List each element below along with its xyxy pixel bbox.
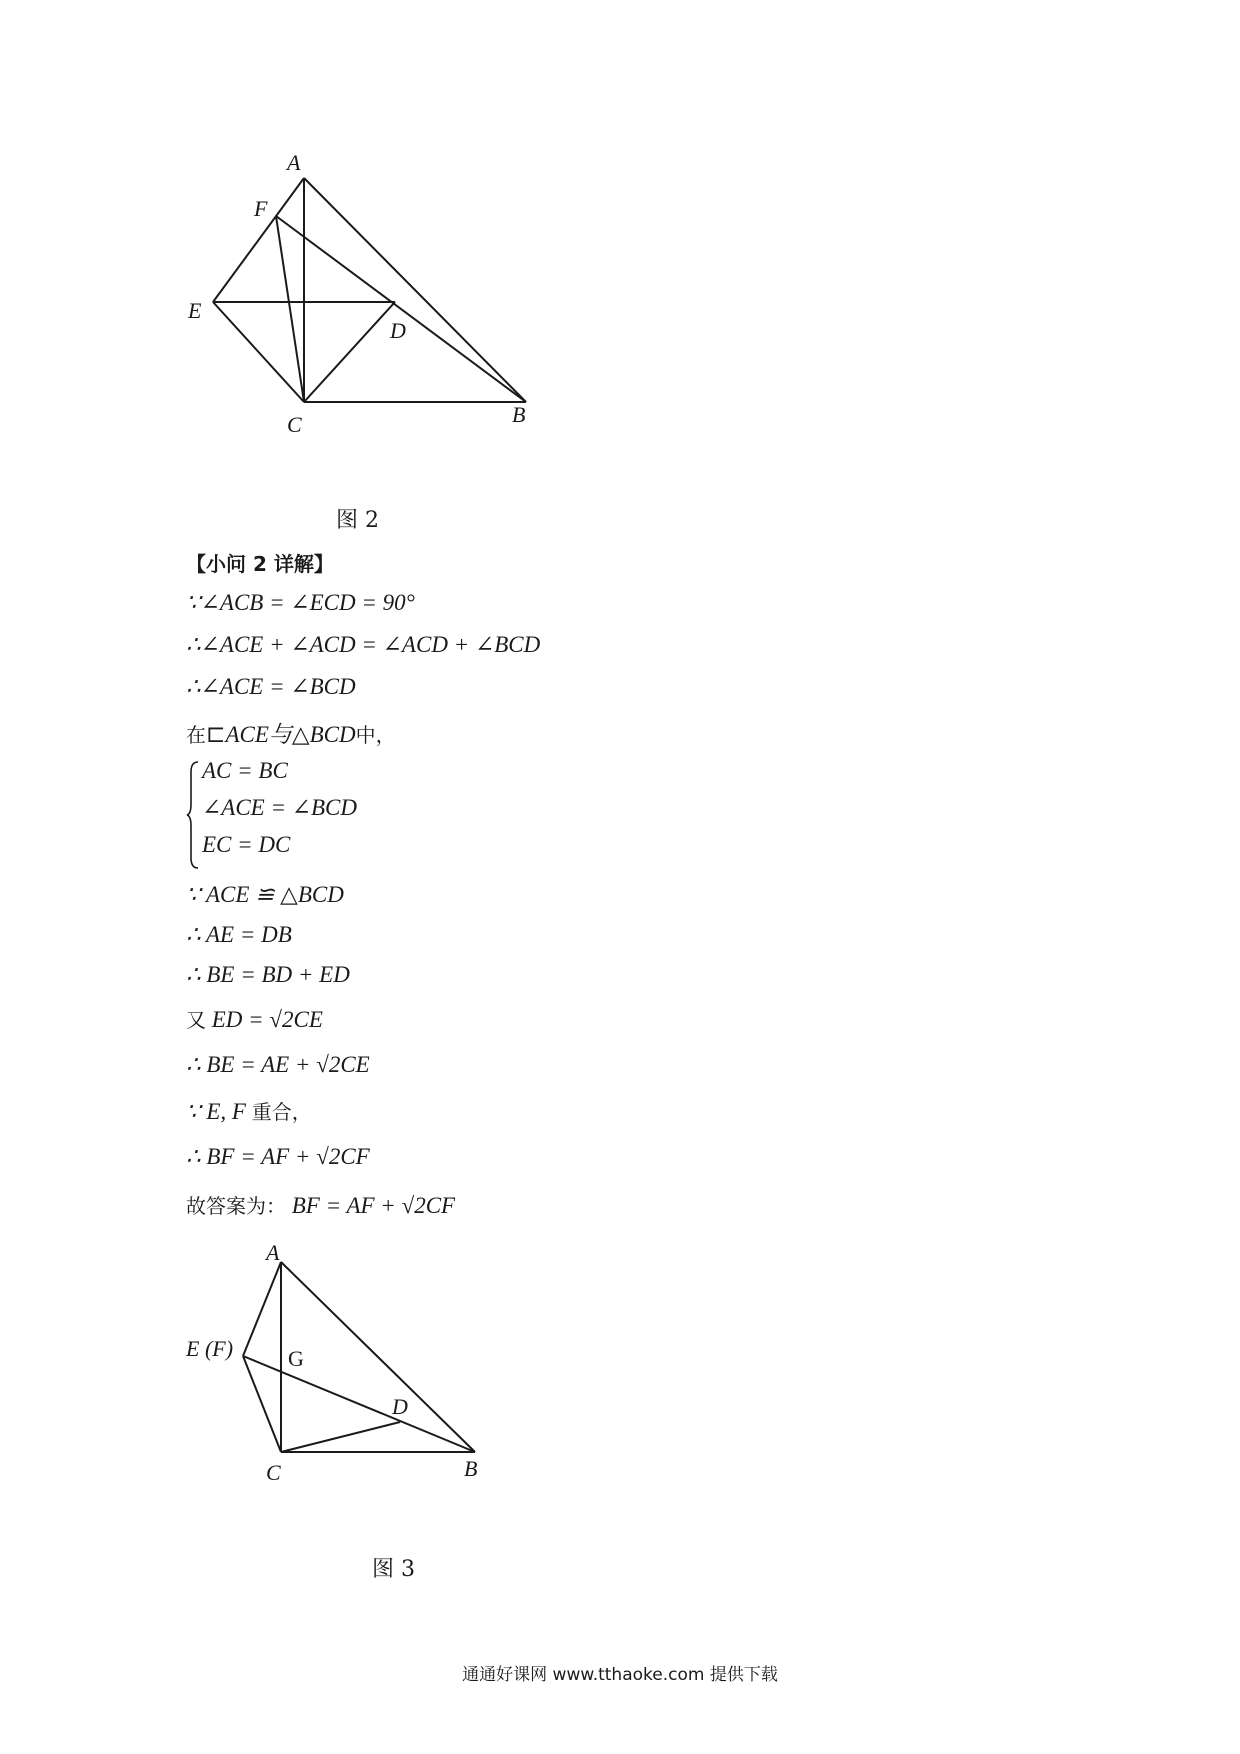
segment-ae-fig3 <box>243 1262 281 1356</box>
solution-line-2: ∴∠ACE + ∠ACD = ∠ACD + ∠BCD <box>186 632 541 657</box>
label-d-fig3: D <box>392 1394 408 1419</box>
solution-heading: 【小问 2 详解】 <box>186 552 334 576</box>
segment-cd-fig3 <box>281 1422 400 1452</box>
system-line-1: AC = BC <box>202 758 288 783</box>
segment-eb-fig3 <box>243 1356 475 1452</box>
label-c-fig3: C <box>266 1460 281 1485</box>
label-b-fig3: B <box>464 1456 478 1481</box>
triangles-prefix: 在 <box>186 723 206 747</box>
figure-3-caption: 图 3 <box>372 1557 415 1582</box>
label-a-fig3: A <box>266 1240 280 1265</box>
coincide-prefix: ∵ E, F <box>186 1099 246 1124</box>
triangles-suffix: 中， <box>355 723 396 747</box>
segment-fb <box>276 216 526 402</box>
solution-bf-line: ∴ BF = AF + √2CF <box>186 1144 370 1169</box>
label-b: B <box>512 402 526 427</box>
solution-ed-line <box>186 1004 323 1033</box>
label-f: F <box>254 196 268 221</box>
label-a: A <box>287 150 301 175</box>
solution-answer-line <box>186 1190 455 1219</box>
ed-prefix: 又 <box>186 1008 206 1032</box>
answer-prefix: 故答案为： <box>186 1194 286 1218</box>
system-line-3: EC = DC <box>202 832 291 857</box>
system-brace <box>186 760 200 870</box>
label-e: E <box>188 298 202 323</box>
solution-line-6: ∴ BE = BD + ED <box>186 962 350 987</box>
figure-2-caption: 图 2 <box>336 508 379 533</box>
segment-ab-fig3 <box>281 1262 475 1452</box>
solution-line-3: ∴∠ACE = ∠BCD <box>186 674 356 699</box>
triangles-mid: ACE与△BCD <box>225 722 356 747</box>
solution-triangles-line: 在⊏ACE与△BCD中， <box>186 722 396 747</box>
system-line-2: ∠ACE = ∠BCD <box>202 795 358 820</box>
solution-line-4: ∵ ACE ≌ △BCD <box>186 882 344 907</box>
page-footer: 通通好课网 www.tthaoke.com 提供下载 <box>462 1665 778 1685</box>
coincide-suffix: 重合， <box>251 1100 312 1124</box>
solution-line-5: ∴ AE = DB <box>186 922 292 947</box>
label-d: D <box>390 318 406 343</box>
segment-ab <box>304 178 526 402</box>
answer-expression: BF = AF + √2CF <box>291 1193 456 1218</box>
solution-be-line: ∴ BE = AE + √2CE <box>186 1052 370 1077</box>
label-g-fig3: G <box>288 1346 304 1371</box>
solution-coincide-line <box>186 1096 312 1125</box>
label-c: C <box>287 412 302 437</box>
segment-fc <box>276 216 304 402</box>
figure-3-diagram <box>0 1220 1240 1520</box>
label-ef-fig3: E (F) <box>186 1336 234 1361</box>
ed-expression: ED = √2CE <box>211 1007 323 1032</box>
segment-cd <box>304 302 395 402</box>
solution-line-1: ∵∠ACB = ∠ECD = 90° <box>186 590 415 615</box>
figure-2-diagram <box>0 0 1240 460</box>
